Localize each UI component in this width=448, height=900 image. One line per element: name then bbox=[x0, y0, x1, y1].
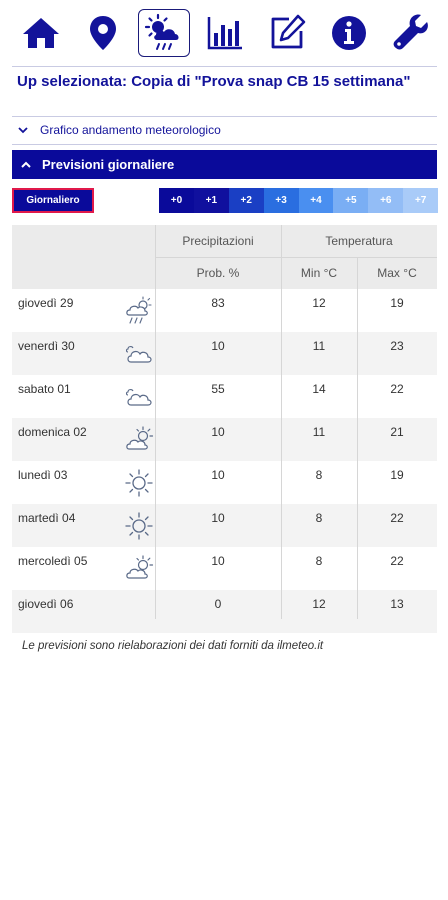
divider bbox=[12, 116, 437, 117]
precip-prob: 0 bbox=[214, 597, 222, 611]
bar-chart-icon bbox=[205, 13, 245, 53]
temp-max: 19 bbox=[390, 468, 404, 482]
temp-min: 11 bbox=[312, 425, 326, 439]
day-offset-7[interactable]: +7 bbox=[403, 188, 438, 213]
nav-edit[interactable] bbox=[260, 8, 314, 58]
precip-prob: 10 bbox=[211, 554, 225, 568]
location-pin-icon bbox=[83, 13, 123, 53]
column-divider bbox=[357, 257, 358, 619]
precip-prob: 10 bbox=[211, 468, 225, 482]
day-offset-6[interactable]: +6 bbox=[368, 188, 403, 213]
precip-prob: 10 bbox=[211, 511, 225, 525]
header-min: Min °C bbox=[300, 266, 338, 280]
table-row bbox=[12, 418, 437, 461]
nav-info[interactable] bbox=[322, 8, 376, 58]
nav-home[interactable] bbox=[14, 8, 68, 58]
temp-max: 23 bbox=[390, 339, 404, 353]
nav-settings[interactable] bbox=[384, 8, 438, 58]
day-offset-0[interactable]: +0 bbox=[159, 188, 194, 213]
table-header-group bbox=[12, 225, 437, 257]
temp-max: 19 bbox=[390, 296, 404, 310]
page-title: Up selezionata: Copia di "Prova snap CB 15 settimana" bbox=[17, 73, 411, 90]
table-row bbox=[12, 375, 437, 418]
partly-cloudy-icon bbox=[118, 418, 160, 461]
temp-min: 11 bbox=[312, 339, 326, 353]
divider bbox=[12, 66, 437, 67]
divider bbox=[12, 144, 437, 145]
table-row bbox=[12, 504, 437, 547]
temp-max: 13 bbox=[390, 597, 404, 611]
day-offset-2[interactable]: +2 bbox=[229, 188, 264, 213]
day-label: lunedì 03 bbox=[18, 468, 68, 482]
table-row bbox=[12, 590, 437, 633]
info-icon bbox=[329, 13, 369, 53]
weather-icon bbox=[144, 13, 184, 53]
column-divider bbox=[281, 225, 282, 619]
day-offset-5[interactable]: +5 bbox=[333, 188, 368, 213]
section-label: Previsioni giornaliere bbox=[42, 157, 175, 172]
day-label: venerdì 30 bbox=[18, 339, 75, 353]
day-offset-4[interactable]: +4 bbox=[299, 188, 334, 213]
nav-stats[interactable] bbox=[198, 8, 252, 58]
sun-icon bbox=[118, 461, 160, 504]
temp-min: 8 bbox=[315, 554, 323, 568]
chevron-up-icon bbox=[20, 159, 32, 171]
cloud-outline-icon bbox=[118, 375, 160, 418]
day-label: sabato 01 bbox=[18, 382, 71, 396]
table-row bbox=[12, 289, 437, 332]
temp-max: 21 bbox=[390, 425, 404, 439]
day-label: giovedì 29 bbox=[18, 296, 74, 310]
chevron-down-icon bbox=[17, 124, 29, 136]
temp-min: 8 bbox=[315, 511, 323, 525]
nav-location[interactable] bbox=[76, 8, 130, 58]
cloud-outline-icon bbox=[118, 332, 160, 375]
edit-icon bbox=[267, 13, 307, 53]
header-precipitation: Precipitazioni bbox=[182, 234, 254, 248]
temp-max: 22 bbox=[390, 511, 404, 525]
daily-forecast-header[interactable] bbox=[12, 150, 437, 179]
precip-prob: 55 bbox=[211, 382, 225, 396]
top-nav bbox=[0, 0, 448, 66]
temp-max: 22 bbox=[390, 382, 404, 396]
day-offset-1[interactable]: +1 bbox=[194, 188, 229, 213]
home-icon bbox=[21, 13, 61, 53]
table-header-sub bbox=[12, 257, 437, 289]
day-offset-3[interactable]: +3 bbox=[264, 188, 299, 213]
header-divider bbox=[155, 257, 437, 258]
precip-prob: 83 bbox=[211, 296, 225, 310]
footnote: Le previsioni sono rielaborazioni dei dati forniti da ilmeteo.it bbox=[22, 640, 324, 652]
empty-icon bbox=[118, 590, 160, 633]
precip-prob: 10 bbox=[211, 425, 225, 439]
header-prob: Prob. % bbox=[196, 266, 240, 280]
column-divider bbox=[155, 225, 156, 619]
header-temperature: Temperatura bbox=[325, 234, 393, 248]
wrench-icon bbox=[391, 13, 431, 53]
table-row bbox=[12, 461, 437, 504]
day-label: domenica 02 bbox=[18, 425, 87, 439]
temp-min: 14 bbox=[312, 382, 326, 396]
chart-collapsible[interactable] bbox=[17, 123, 221, 137]
daily-button[interactable]: Giornaliero bbox=[12, 188, 94, 213]
header-max: Max °C bbox=[377, 266, 417, 280]
table-row bbox=[12, 332, 437, 375]
sun-icon bbox=[118, 504, 160, 547]
temp-min: 12 bbox=[312, 296, 326, 310]
day-offset-selector bbox=[159, 188, 438, 213]
day-label: giovedì 06 bbox=[18, 597, 74, 611]
temp-min: 8 bbox=[315, 468, 323, 482]
rain-cloud-sun-icon bbox=[118, 289, 160, 332]
nav-weather[interactable] bbox=[138, 9, 190, 57]
temp-max: 22 bbox=[390, 554, 404, 568]
day-label: mercoledì 05 bbox=[18, 554, 88, 568]
collapsible-label: Grafico andamento meteorologico bbox=[40, 123, 221, 137]
partly-cloudy-icon bbox=[118, 547, 160, 590]
precip-prob: 10 bbox=[211, 339, 225, 353]
temp-min: 12 bbox=[312, 597, 326, 611]
table-row bbox=[12, 547, 437, 590]
day-label: martedì 04 bbox=[18, 511, 76, 525]
